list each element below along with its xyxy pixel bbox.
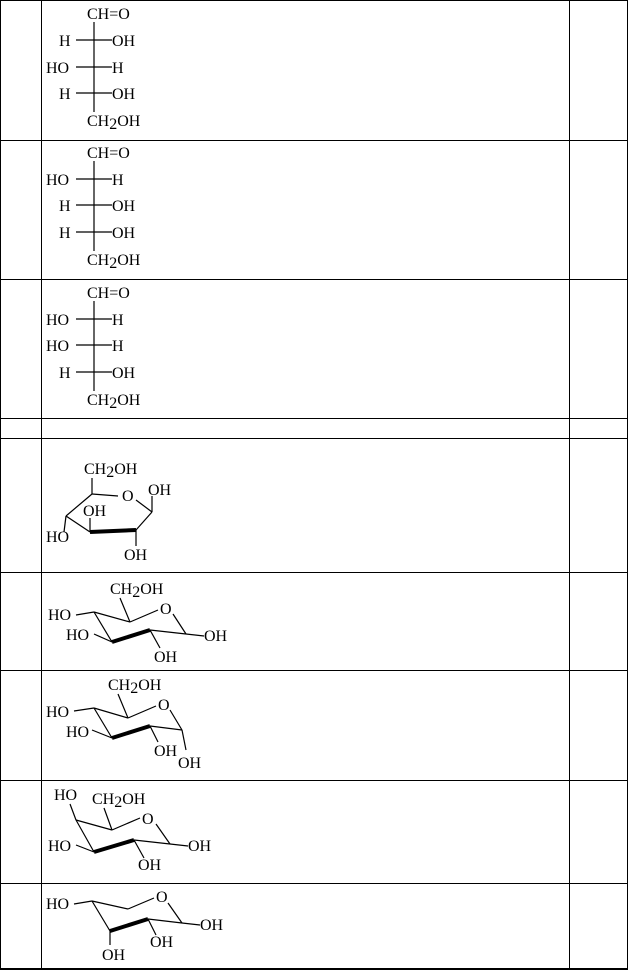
axial-hydroxyl: HO xyxy=(54,787,78,804)
left-substituent: H xyxy=(59,86,71,103)
hydroxyl-label: OH xyxy=(83,503,107,520)
ring-oxygen: O xyxy=(156,889,168,906)
pyranose-xylo-structure xyxy=(0,883,628,968)
hydroxyl-label: OH xyxy=(124,547,148,564)
right-substituent: H xyxy=(112,338,124,355)
aldehyde-label: CH=O xyxy=(87,6,130,23)
left-substituent: HO xyxy=(46,338,70,355)
hydroxyl-label: HO xyxy=(48,838,72,855)
hydroxymethyl-label: CH2OH xyxy=(84,461,138,481)
hydroxymethyl-label: CH2OH xyxy=(108,677,162,697)
right-substituent: OH xyxy=(112,225,136,242)
hydroxyl-label: HO xyxy=(66,724,90,741)
aldehyde-label: CH=O xyxy=(87,285,130,302)
ring-oxygen: O xyxy=(142,811,154,828)
fischer-structure-2 xyxy=(0,140,628,279)
pyranose-beta-structure xyxy=(0,572,628,670)
hydroxyl-label: HO xyxy=(46,896,70,913)
hydroxyl-label: HO xyxy=(48,607,72,624)
ring-oxygen: O xyxy=(160,601,172,618)
anomeric-hydroxyl: OH xyxy=(188,838,212,855)
hydroxymethyl-label: CH2OH xyxy=(87,252,141,272)
left-substituent: H xyxy=(59,33,71,50)
furanose-structure xyxy=(0,438,628,572)
row-border xyxy=(0,418,628,419)
anomeric-hydroxyl: OH xyxy=(178,755,202,772)
right-substituent: H xyxy=(112,60,124,77)
left-substituent: HO xyxy=(46,312,70,329)
pyranose-alpha-structure xyxy=(0,670,628,780)
ring-oxygen: O xyxy=(122,488,134,505)
hydroxyl-label: OH xyxy=(154,743,178,760)
hydroxyl-label: OH xyxy=(150,934,174,951)
ring-oxygen: O xyxy=(158,697,170,714)
left-substituent: H xyxy=(59,365,71,382)
hydroxymethyl-label: CH2OH xyxy=(110,581,164,601)
hydroxymethyl-label: CH2OH xyxy=(87,113,141,133)
left-substituent: HO xyxy=(46,172,70,189)
hydroxyl-label: OH xyxy=(102,947,126,964)
fischer-structure-1 xyxy=(0,0,628,140)
anomeric-hydroxyl: OH xyxy=(200,917,224,934)
left-substituent: H xyxy=(59,198,71,215)
hydroxyl-label: OH xyxy=(154,649,178,666)
hydroxyl-label: OH xyxy=(138,857,162,874)
hydroxyl-label: HO xyxy=(46,529,70,546)
right-substituent: H xyxy=(112,312,124,329)
right-substituent: OH xyxy=(112,33,136,50)
anomeric-hydroxyl: OH xyxy=(148,482,172,499)
right-substituent: H xyxy=(112,172,124,189)
anomeric-hydroxyl: OH xyxy=(204,628,228,645)
pyranose-galacto-structure xyxy=(0,780,628,883)
hydroxymethyl-label: CH2OH xyxy=(92,791,146,811)
left-substituent: H xyxy=(59,225,71,242)
hydroxymethyl-label: CH2OH xyxy=(87,392,141,412)
right-substituent: OH xyxy=(112,198,136,215)
right-substituent: OH xyxy=(112,365,136,382)
hydroxyl-label: HO xyxy=(46,704,70,721)
aldehyde-label: CH=O xyxy=(87,145,130,162)
hydroxyl-label: HO xyxy=(66,627,90,644)
fischer-structure-3 xyxy=(0,279,628,418)
right-substituent: OH xyxy=(112,86,136,103)
left-substituent: HO xyxy=(46,60,70,77)
